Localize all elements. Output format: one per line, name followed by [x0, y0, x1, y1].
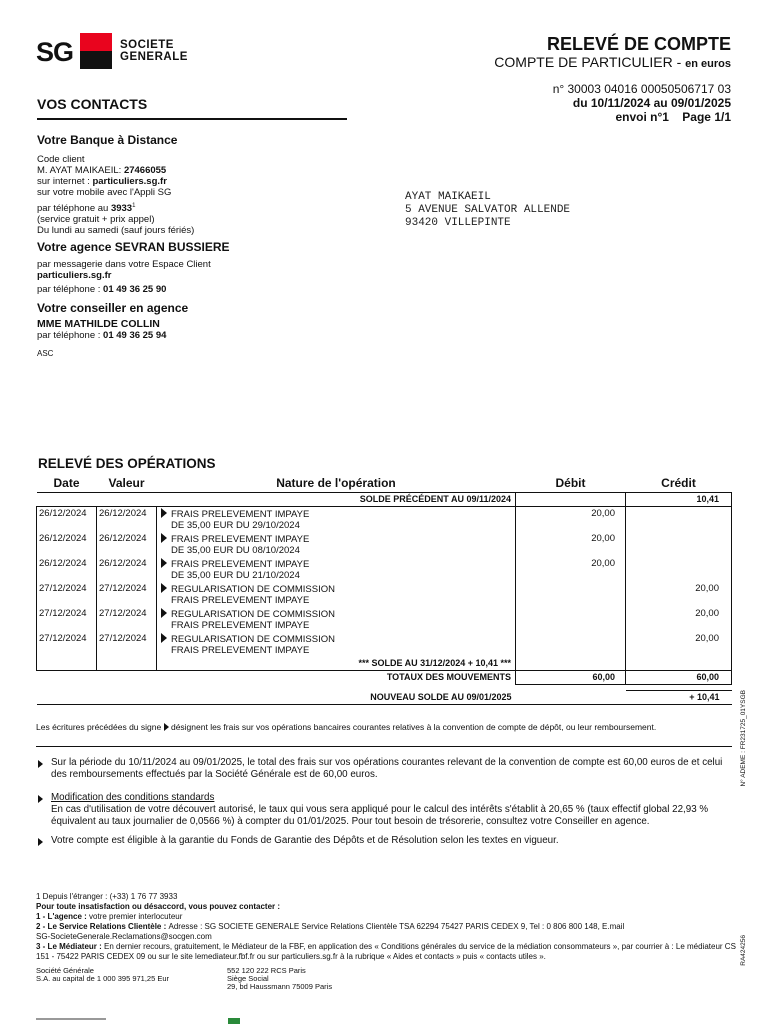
row-credit: 20,00 [626, 607, 732, 632]
bottom-logo-green [228, 1018, 240, 1024]
table-row [37, 557, 732, 582]
header-valeur: Valeur [97, 476, 157, 493]
document-title: RELEVÉ DE COMPTE [546, 34, 731, 54]
totals-row [37, 671, 732, 685]
header-debit: Débit [516, 476, 626, 493]
row-credit [626, 507, 732, 533]
complaint-mediateur: 3 - Le Médiateur : En dernier recours, gratuitement, le Médiateur de la FBF, en application des « Conditions générales du service de la médiation consommateurs », par courrier à : Le médiateur CS 151 - 75422 PARIS CEDEX 09 ou sur le site lemediateur.fbf.fr ou sur particuliers.sg.fr à la rubrique « Aides et contacts » puis « contacts utiles ». [36, 942, 736, 961]
internet-line: sur internet : particuliers.sg.fr [37, 176, 167, 187]
bank-distance-section [37, 133, 347, 236]
header-date: Date [37, 476, 97, 493]
intermediate-balance-row [37, 657, 732, 671]
advisor-section [37, 301, 347, 359]
fee-marker-icon [161, 558, 167, 568]
row-value-date: 26/12/2024 [97, 507, 157, 533]
row-date: 26/12/2024 [37, 557, 97, 582]
fee-marker-icon [161, 508, 167, 518]
totals-debit: 60,00 [516, 671, 626, 685]
row-debit: 20,00 [516, 557, 626, 582]
client-code: M. AYAT MAIKAEIL: 27466055 [37, 165, 167, 176]
table-row [37, 582, 732, 607]
intermediate-balance: *** SOLDE AU 31/12/2024 + 10,41 *** [157, 657, 516, 671]
row-credit: 20,00 [626, 632, 732, 657]
row-credit [626, 557, 732, 582]
row-value-date: 26/12/2024 [97, 532, 157, 557]
conditions-change-text: En cas d'utilisation de votre découvert autorisé, le taux qui vous sera appliqué pour le calcul des intérêts s'établit à 20,65 % (taux effectif global 22,93 % équivalent au taux journalier de 0,0566 %) à compter du 01/01/2025. Pour tout besoin de trésorerie, consultez votre Conseiller en agence. [51, 804, 709, 827]
row-nature: REGULARISATION DE COMMISSION FRAIS PRELEVEMENT IMPAYE [157, 582, 516, 607]
complaint-src: 2 - Le Service Relations Clientèle : Adresse : SG SOCIETE GENERALE Service Relations Clientèle TSA 62294 75427 PARIS CEDEX 9, Tel : 0 806 800 148, E.mail [36, 922, 625, 931]
bullet-icon [38, 795, 43, 803]
table-row [37, 507, 732, 533]
row-nature: FRAIS PRELEVEMENT IMPAYE DE 35,00 EUR DU 29/10/2024 [157, 507, 516, 533]
agency-site-link[interactable]: particuliers.sg.fr [37, 270, 112, 281]
address-line3: 93420 VILLEPINTE [405, 217, 511, 229]
separator-line [36, 746, 732, 747]
logo-sg-text: SG [36, 37, 74, 67]
document-subtitle: COMPTE DE PARTICULIER - en euros [494, 54, 731, 70]
page-number: Page 1/1 [682, 110, 731, 124]
bottom-logo-left [36, 1018, 106, 1024]
address-line2: 5 AVENUE SALVATOR ALLENDE [405, 204, 571, 216]
fees-summary: Sur la période du 10/11/2024 au 09/01/2025, le total des frais sur vos opérations courantes relevant de la convention de compte est 60,00 euros de et celui des remboursements effectués par la Société Générale est de 60,00 euros. [38, 757, 728, 781]
row-debit: 20,00 [516, 532, 626, 557]
legal-info-middle: 552 120 222 RCS Paris Siège Social 29, bd Haussmann 75009 Paris [227, 966, 333, 991]
bank-distance-title: Votre Banque à Distance [37, 133, 178, 147]
table-row [37, 632, 732, 657]
statement-period: du 10/11/2024 au 09/01/2025 [572, 96, 731, 110]
logo-square-icon [80, 33, 112, 69]
complaint-agence: 1 - L'agence : votre premier interlocuteur [36, 912, 183, 921]
row-date: 26/12/2024 [37, 507, 97, 533]
conditions-change-title: Modification des conditions standards [51, 792, 215, 803]
address-line1: AYAT MAIKAEIL [405, 191, 491, 203]
row-debit [516, 607, 626, 632]
advisor-name: MME MATHILDE COLLIN [37, 318, 160, 330]
table-header-row [37, 476, 732, 493]
new-balance-label: NOUVEAU SOLDE AU 09/01/2025 [37, 691, 516, 705]
fee-marker-icon [161, 583, 167, 593]
logo-bank-name: SOCIETE GENERALE [120, 39, 188, 63]
row-credit: 20,00 [626, 582, 732, 607]
row-nature: REGULARISATION DE COMMISSION FRAIS PRELEVEMENT IMPAYE [157, 632, 516, 657]
internet-link[interactable]: particuliers.sg.fr [92, 176, 167, 187]
new-balance-value: + 10,41 [626, 691, 732, 705]
account-number: n° 30003 04016 00050506717 03 [552, 82, 731, 96]
header-credit: Crédit [626, 476, 732, 493]
row-debit: 20,00 [516, 507, 626, 533]
legal-info-left: Société Générale S.A. au capital de 1 000 395 971,25 Eur [36, 966, 170, 983]
bullet-icon [38, 838, 43, 846]
foreign-phone: 1 Depuis l'étranger : (+33) 1 76 77 3933 [36, 892, 178, 901]
table-row [37, 532, 732, 557]
phone-note: (service gratuit + prix appel) [37, 214, 155, 226]
footer-contacts [36, 892, 736, 962]
fee-marker-icon [161, 608, 167, 618]
totals-credit: 60,00 [626, 671, 732, 685]
operations-table [36, 476, 732, 705]
advisor-phone: par téléphone : 01 49 36 25 94 [37, 330, 167, 341]
previous-balance-value: 10,41 [626, 493, 732, 507]
row-value-date: 27/12/2024 [97, 632, 157, 657]
sg-logo [36, 33, 216, 73]
advisor-code: ASC [37, 349, 54, 358]
row-value-date: 27/12/2024 [97, 607, 157, 632]
fee-marker-icon [161, 533, 167, 543]
sign-footnote: Les écritures précédées du signe désignent les frais sur vos opérations bancaires courantes relatives à la convention de compte de dépôt, ou leur remboursement. [36, 722, 657, 732]
previous-balance-row [37, 493, 732, 507]
row-date: 27/12/2024 [37, 632, 97, 657]
row-date: 27/12/2024 [37, 607, 97, 632]
guarantee-note: Votre compte est éligible à la garantie du Fonds de Garantie des Dépôts et de Résolution selon les textes en vigueur. [38, 835, 728, 847]
advisor-title: Votre conseiller en agence [37, 301, 189, 315]
envoi-number: envoi n°1 [615, 110, 669, 124]
document-reference: RA424256 [740, 935, 747, 966]
row-nature: REGULARISATION DE COMMISSION FRAIS PRELEVEMENT IMPAYE [157, 607, 516, 632]
table-row [37, 607, 732, 632]
row-credit [626, 532, 732, 557]
totals-label: TOTAUX DES MOUVEMENTS [37, 671, 516, 685]
fee-marker-icon [161, 633, 167, 643]
header-nature: Nature de l'opération [157, 476, 516, 493]
complaint-email[interactable]: SG-SocieteGenerale.Reclamations@socgen.com [36, 932, 212, 941]
ademe-number: N° ADEME : FR231725_01YSGB [740, 690, 747, 787]
row-date: 26/12/2024 [37, 532, 97, 557]
contacts-divider [37, 118, 347, 120]
row-nature: FRAIS PRELEVEMENT IMPAYE DE 35,00 EUR DU 21/10/2024 [157, 557, 516, 582]
row-debit [516, 632, 626, 657]
row-debit [516, 582, 626, 607]
row-nature: FRAIS PRELEVEMENT IMPAYE DE 35,00 EUR DU 08/10/2024 [157, 532, 516, 557]
envoi-page [615, 110, 731, 124]
mobile-line: sur votre mobile avec l'Appli SG [37, 187, 172, 198]
phone-hours: Du lundi au samedi (sauf jours fériés) [37, 225, 195, 237]
previous-balance-label: SOLDE PRÉCÉDENT AU 09/11/2024 [37, 493, 516, 507]
recipient-address [405, 191, 570, 230]
operations-title: RELEVÉ DES OPÉRATIONS [38, 456, 216, 471]
conditions-change [38, 792, 728, 828]
agency-section [37, 240, 347, 295]
agency-phone: par téléphone : 01 49 36 25 90 [37, 284, 167, 295]
row-date: 27/12/2024 [37, 582, 97, 607]
fee-marker-icon [164, 723, 169, 731]
contacts-title: VOS CONTACTS [37, 96, 148, 112]
agency-messaging: par messagerie dans votre Espace Client [37, 259, 211, 270]
client-code-label: Code client [37, 154, 85, 165]
agency-title: Votre agence SEVRAN BUSSIERE [37, 240, 230, 254]
complaint-intro: Pour toute insatisfaction ou désaccord, vous pouvez contacter : [36, 902, 281, 911]
new-balance-row [37, 691, 732, 705]
row-value-date: 27/12/2024 [97, 582, 157, 607]
row-value-date: 26/12/2024 [97, 557, 157, 582]
bullet-icon [38, 760, 43, 768]
phone-line: par téléphone au 3933$^1$ [37, 203, 136, 215]
